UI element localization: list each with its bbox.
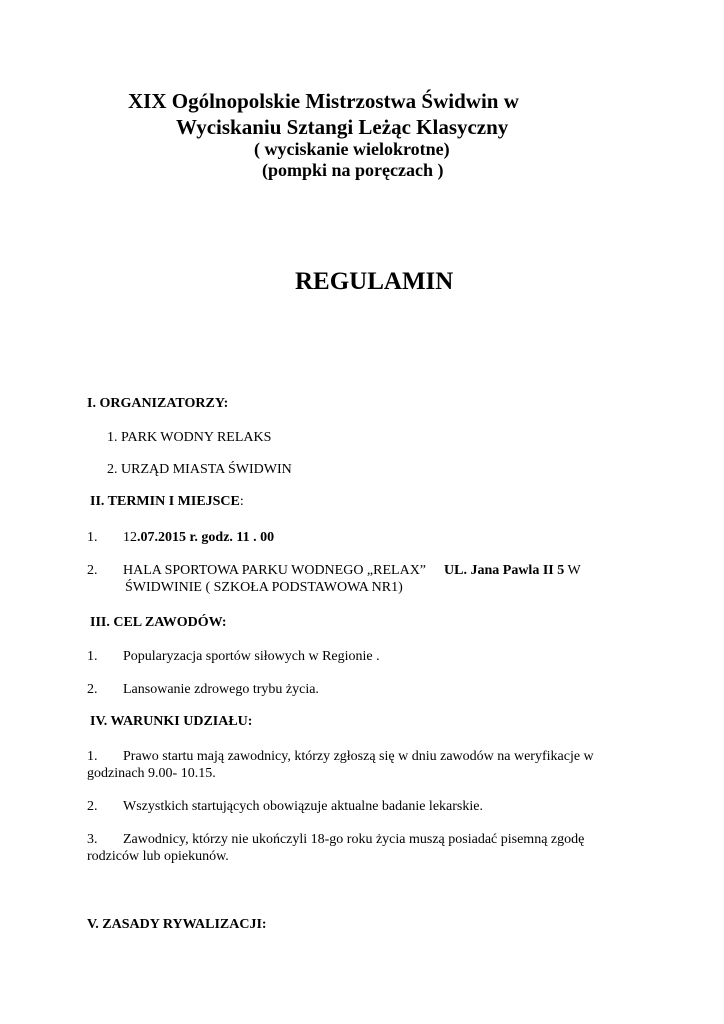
section-2-heading-colon: : — [239, 494, 244, 509]
section-2-item-2-venue: HALA SPORTOWA PARKU WODNEGO „RELAX” — [123, 563, 427, 578]
section-4-item-3-line-2: rodziców lub opiekunów. — [87, 849, 229, 864]
section-3-item-2-text: Lansowanie zdrowego trybu życia. — [123, 682, 319, 697]
section-4-item-2-text: Wszystkich startujących obowiązuje aktualne badanie lekarskie. — [123, 799, 483, 814]
document-title: REGULAMIN — [295, 268, 454, 295]
section-4-item-2 — [87, 799, 483, 815]
header-line-3: ( wyciskanie wielokrotne) — [254, 139, 450, 159]
header-line-1: XIX Ogólnopolskie Mistrzostwa Świdwin w — [128, 89, 519, 113]
section-4-item-1 — [87, 749, 594, 765]
section-2-item-1-date-start: 12 — [123, 530, 137, 545]
section-1-heading: I. ORGANIZATORZY: — [87, 396, 229, 411]
section-2-heading-text: II. TERMIN I MIEJSCE — [90, 494, 240, 509]
section-2-item-2-number: 2. — [87, 563, 98, 578]
header-line-4: (pompki na poręczach ) — [262, 160, 444, 180]
section-2-item-1 — [87, 530, 274, 546]
section-4-item-1-number: 1. — [87, 749, 98, 764]
section-3-item-2 — [87, 682, 319, 698]
section-2-item-1-number: 1. — [87, 530, 98, 545]
section-2-item-2 — [87, 563, 581, 579]
section-4-item-1-line-1: Prawo startu mają zawodnicy, którzy zgłoszą się w dniu zawodów na weryfikacje w — [123, 749, 594, 764]
section-4-item-3-number: 3. — [87, 832, 98, 847]
section-4-item-3-line-1: Zawodnicy, którzy nie ukończyli 18-go roku życia muszą posiadać pisemną zgodę — [123, 832, 585, 847]
section-2-item-1-date-rest: .07.2015 r. godz. 11 . 00 — [137, 530, 275, 545]
header-line-2: Wyciskaniu Sztangi Leżąc Klasyczny — [176, 115, 509, 139]
section-3-heading: III. CEL ZAWODÓW: — [90, 615, 227, 630]
section-4-item-1-line-2: godzinach 9.00- 10.15. — [87, 766, 216, 781]
section-4-item-2-number: 2. — [87, 799, 98, 814]
section-1-item-2: 2. URZĄD MIASTA ŚWIDWIN — [107, 462, 292, 477]
section-2-item-2-address-rest: W — [564, 563, 581, 578]
section-5-heading: V. ZASADY RYWALIZACJI: — [87, 917, 267, 932]
section-4-heading: IV. WARUNKI UDZIAŁU: — [90, 714, 253, 729]
section-3-item-1-number: 1. — [87, 649, 98, 664]
section-2-item-2-address: UL. Jana Pawla II 5 — [444, 563, 565, 578]
section-3-item-2-number: 2. — [87, 682, 98, 697]
section-4-item-3 — [87, 832, 584, 848]
section-3-item-1-text: Popularyzacja sportów siłowych w Regionie . — [123, 649, 380, 664]
section-1-item-1: 1. PARK WODNY RELAKS — [107, 430, 272, 445]
section-2-item-2-line-2: ŚWIDWINIE ( SZKOŁA PODSTAWOWA NR1) — [125, 580, 403, 595]
section-2-heading — [90, 494, 244, 510]
section-3-item-1 — [87, 649, 380, 665]
